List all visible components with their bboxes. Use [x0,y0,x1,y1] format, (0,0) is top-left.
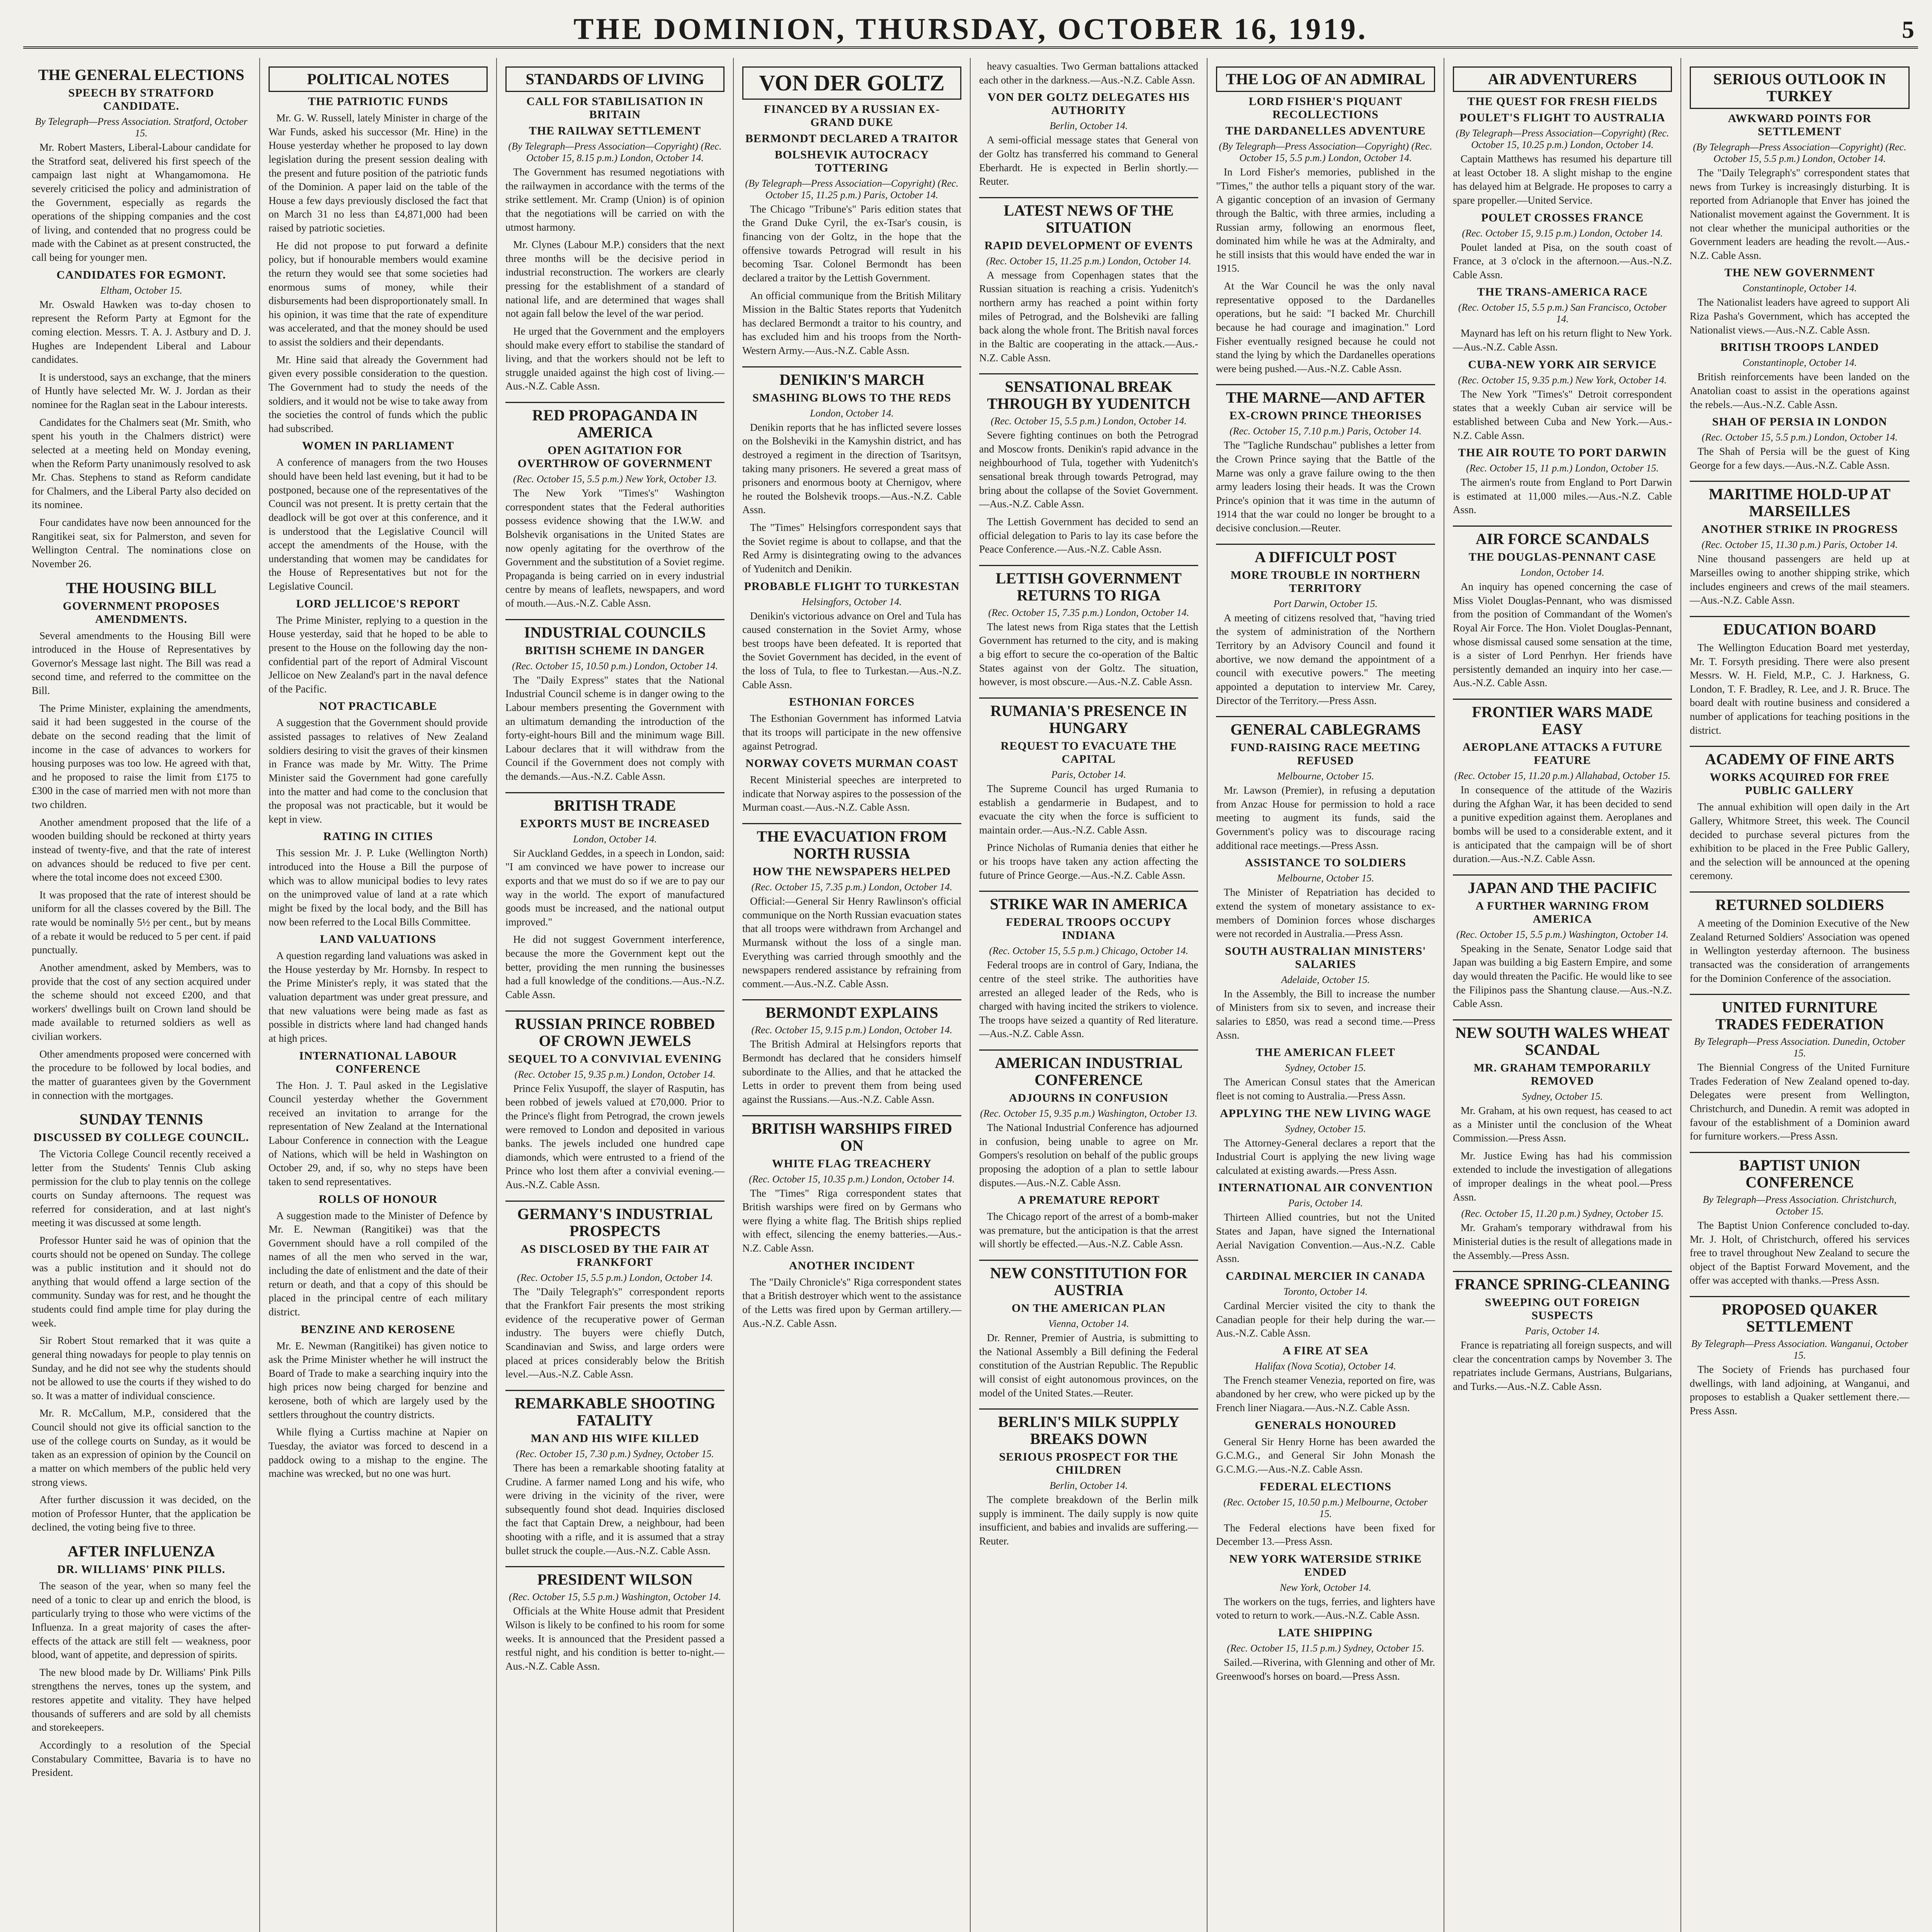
article-paragraph: At the War Council he was the only naval representative opposed to the Dardanelles operations, but he said: "I backed Mr. Churchill because he had courage and imagination." Lord Fisher eventually resigned because he could not stand the lying by which the Dardanelles operations were being pushed.—Aus.-N.Z. Cable Assn. [1216,280,1435,374]
subheadline: THE PATRIOTIC FUNDS [308,95,448,108]
subheadline: THE NEW GOVERNMENT [1724,266,1875,279]
dateline: (Rec. October 15, 11.30 p.m.) Paris, October 14. [1701,539,1898,551]
article-paragraph: Mr. Graham's temporary withdrawal from his Ministerial duties is the result of allegations made in the Assembly.—Press Assn. [1453,1222,1672,1261]
headline: GERMANY'S INDUSTRIAL PROSPECTS [505,1201,724,1240]
article-paragraph: A semi-official message states that General von der Goltz has transferred his command to General Eberhardt. He is expected in Berlin shortly.—Reuter. [979,134,1198,187]
headline: AIR FORCE SCANDALS [1453,526,1672,548]
article-paragraph: The Victoria College Council recently received a letter from the Students' Tennis Club asking permission for the club to play tennis on the college courts on Sunday afternoons. The request was referred for consideration, and at last night's meeting it was discussed at some length. [32,1148,251,1229]
headline: LATEST NEWS OF THE SITUATION [979,197,1198,236]
headline: REMARKABLE SHOOTING FATALITY [505,1390,724,1429]
masthead [23,12,1918,49]
subheadline: SOUTH AUSTRALIAN MINISTERS' SALARIES [1225,944,1426,971]
article-paragraph: France is repatriating all foreign suspects, and will clear the concentration camps by November 3. The repatriates include Germans, Austrians, Bulgarians, and Turks.—Aus.-N.Z. Cable Assn. [1453,1339,1672,1392]
dateline: Halifax (Nova Scotia), October 14. [1255,1360,1396,1372]
headline: SENSATIONAL BREAK THROUGH BY YUDENITCH [979,373,1198,412]
article-paragraph: Mr. Lawson (Premier), in refusing a deputation from Anzac House for permission to hold a race meeting to augment its funds, said the Government's policy was to discourage racing additional race meetings.—Press Assn. [1216,784,1435,851]
subheadline: DR. WILLIAMS' PINK PILLS. [57,1563,226,1576]
article-paragraph: The Shah of Persia will be the guest of King George for a few days.—Aus.-N.Z. Cable Assn. [1690,446,1910,471]
article-paragraph: Another amendment, asked by Members, was to provide that the cost of any section acquired under the scheme should not exceed £200, and that workers' dwellings built on Crown land should be made available to returned soldiers as well as civilian workers. [32,961,251,1042]
dateline: London, October 14. [1520,567,1604,578]
article-paragraph: He urged that the Government and the employers should make every effort to stabilise the standard of living, and that the workers should not be left to struggle unaided against the high cost of living.—Aus.-N.Z. Cable Assn. [505,325,724,392]
headline: RUMANIA'S PRESENCE IN HUNGARY [979,697,1198,736]
article-paragraph: A meeting of citizens resolved that, "having tried the system of administration of the Northern Territory by an Advisory Council and found it abortive, we now demand the appointment of a council with executive powers." The meeting appointed a deputation to interview Mr. Carey, Director of the Territory.—Press Assn. [1216,612,1435,706]
headline: STRIKE WAR IN AMERICA [979,891,1198,913]
headline: SERIOUS OUTLOOK IN TURKEY [1690,66,1910,109]
headline: LETTISH GOVERNMENT RETURNS TO RIGA [979,565,1198,604]
subheadline: POULET'S FLIGHT TO AUSTRALIA [1459,111,1665,124]
article-paragraph: While flying a Curtiss machine at Napier on Tuesday, the aviator was forced to descend in a paddock owing to a mishap to the engine. The machine was wrecked, but no one was hurt. [269,1426,488,1480]
article-paragraph: Sir Robert Stout remarked that it was quite a general thing nowadays for people to play tennis on Sunday, and he did not see why the students should not be allowed to use the courts if they wished to do so. It was a matter of individual conscience. [32,1335,251,1401]
page-number: 5 [1902,16,1914,43]
article-paragraph: The Lettish Government has decided to send an official delegation to Paris to lay its case before the Peace Conference.—Aus.-N.Z. Cable Assn. [979,515,1198,555]
dateline: (Rec. October 15, 7.35 p.m.) London, October 14. [988,607,1189,618]
subheadline: BRITISH SCHEME IN DANGER [525,644,705,657]
article-paragraph: The annual exhibition will open daily in the Art Gallery, Whitmore Street, this week. The Council decided to purchase several pictures from the exhibition to be placed in the Free Public Gallery, and the selection will be announced at the opening ceremony. [1690,801,1910,882]
article-paragraph: It was proposed that the rate of interest should be uniform for all the classes covered by the Bill. The rate would be nominally 5½ per cent., but by means of a rebate it would be reduced to 5 per cent. if paid punctually. [32,889,251,956]
subheadline: THE DOUGLAS-PENNANT CASE [1468,551,1656,563]
article-paragraph: It is understood, says an exchange, that the miners of Huntly have selected Mr. W. J. Jordan as their nominee for the Raglan seat in the Labour interests. [32,371,251,410]
headline: RED PROPAGANDA IN AMERICA [505,402,724,441]
article-paragraph: Mr. E. Newman (Rangitikei) has given notice to ask the Prime Minister whether he will instruct the Board of Trade to make a searching inquiry into the high prices now being charged for benzine and kerosene, both of which are largely used by the settlers throughout the country districts. [269,1340,488,1420]
subheadline: INTERNATIONAL AIR CONVENTION [1218,1181,1433,1194]
subheadline: DISCUSSED BY COLLEGE COUNCIL. [33,1131,249,1144]
article-paragraph: The Biennial Congress of the United Furniture Trades Federation of New Zealand opened to-day. Delegates were present from Wellington, Christchurch, and Dunedin. A remit was adopted in favour of the establishment of a Dominion award for furniture workers.—Press Assn. [1690,1061,1910,1142]
headline: THE GENERAL ELECTIONS [38,66,245,83]
subheadline: FINANCED BY A RUSSIAN EX-GRAND DUKE [764,102,940,129]
subheadline: A PREMATURE REPORT [1017,1194,1160,1207]
article-paragraph: Denikin reports that he has inflicted severe losses on the Bolsheviki in the Kamyshin district, and has destroyed a regiment in the direction of Tsaritsyn, taking many prisoners. He severed a great mass of prisoners and enormous booty at Chernigov, where he routed the Bolshevik troops.—Aus.-N.Z. Cable Assn. [742,421,961,516]
article-paragraph: The New York "Times's" Washington correspondent states that the Federal authorities possess evidence showing that the I.W.W. and Bolshevik organisations in the United States are now openly agitating for the overthrow of the Government and the substitution of a Soviet regime. Propaganda is being carried on in every industrial centre by means of leaflets, newspapers, and word of mouth.—Aus.-N.Z. Cable Assn. [505,487,724,609]
article-paragraph: The "Tagliche Rundschau" publishes a letter from the Crown Prince saying that the Battle of the Marne was only a grave failure owing to the then army leaders losing their heads. It was the Crown Prince's opinion that it was time in the autumn of 1914 that the war could no longer be brought to a decisive conclusion.—Reuter. [1216,439,1435,534]
dateline: (Rec. October 15, 9.15 p.m.) London, October 14. [1462,227,1663,239]
column-8 [1681,58,1918,1932]
article-paragraph: Four candidates have now been announced for the Rangitikei seat, six for Palmerston, and seven for Wellington Central. The nominations close on November 26. [32,517,251,570]
headline: GENERAL CABLEGRAMS [1216,716,1435,738]
subheadline: FEDERAL ELECTIONS [1259,1480,1392,1493]
article-paragraph: The Minister of Repatriation has decided to extend the system of monetary assistance to ex-members of Dominion forces whose discharges were not recorded in Australia.—Press Assn. [1216,886,1435,940]
dateline: New York, October 14. [1280,1582,1371,1593]
dateline: By Telegraph—Press Association. Wanganui, October 15. [1691,1338,1908,1361]
article-paragraph: Prince Felix Yusupoff, the slayer of Rasputin, has been robbed of jewels valued at £70,000. Prior to the Prince's flight from Petrograd, the crown jewels were removed to London and deposited in various banks. The jewels included one hundred cape diamonds, which were entrusted to a friend of the Prince who lost them after a convivial evening.—Aus.-N.Z. Cable Assn. [505,1082,724,1190]
dateline: By Telegraph—Press Association. Christchurch, October 15. [1702,1194,1897,1217]
subheadline: LATE SHIPPING [1278,1626,1373,1639]
headline: POLITICAL NOTES [269,66,488,92]
headline: PRESIDENT WILSON [505,1566,724,1588]
column-1 [23,58,260,1932]
subheadline: MORE TROUBLE IN NORTHERN TERRITORY [1230,568,1421,595]
subheadline: A FURTHER WARNING FROM AMERICA [1475,899,1650,925]
dateline: (Rec. October 15, 5.5 p.m.) Washington, October 14. [509,1591,721,1603]
article-paragraph: Several amendments to the Housing Bill were introduced in the House of Representatives by Governor's Message last night. The Bill was read a second time, and referred to the committee on the Bill. [32,629,251,696]
subheadline: AWKWARD POINTS FOR SETTLEMENT [1728,112,1872,138]
headline: THE MARNE—AND AFTER [1216,384,1435,406]
article-paragraph: The season of the year, when so many feel the need of a tonic to clear up and enrich the blood, is particularly trying to those who were victims of the Influenza. In a great majority of cases the after-effects of the attack are still felt — weakness, poor blood, want of appetite, and depression of spirits. [32,1580,251,1661]
subheadline: SWEEPING OUT FOREIGN SUSPECTS [1485,1296,1640,1322]
article-paragraph: The Attorney-General declares a report that the Industrial Court is applying the new living wage calculated at existing awards.—Press Assn. [1216,1137,1435,1176]
article-paragraph: He did not propose to put forward a definite policy, but if honourable members would examine the return they would see that some societies had enormous sums of money, while their disbursements had been disproportionately small. In his opinion, it was time that the rate of expenditure was accelerated, and that the money should be used to assist the soldiers and their dependants. [269,240,488,348]
headline: DENIKIN'S MARCH [742,366,961,388]
headline: BERLIN'S MILK SUPPLY BREAKS DOWN [979,1408,1198,1447]
article-paragraph: Other amendments proposed were concerned with the procedure to be followed by local bodies, and the matter of guarantees given by the Government in connection with the mortgages. [32,1048,251,1101]
article-paragraph: Thirteen Allied countries, but not the United States and Japan, have signed the International Aerial Navigation Convention.—Aus.-N.Z. Cable Assn. [1216,1211,1435,1265]
headline: JAPAN AND THE PACIFIC [1453,874,1672,896]
dateline: Vienna, October 14. [1048,1318,1129,1329]
subheadline: ANOTHER INCIDENT [789,1259,915,1272]
column-3 [497,58,734,1932]
dateline: (Rec. October 15, 9.35 p.m.) New York, October 14. [1458,374,1667,386]
article-paragraph: Mr. Oswald Hawken was to-day chosen to represent the Reform Party at Egmont for the coming election. Messrs. T. A. J. Astbury and D. J. Hughes are Independent Liberal and Labour candidates. [32,298,251,366]
subheadline: GOVERNMENT PROPOSES AMENDMENTS. [63,599,220,626]
subheadline: BERMONDT DECLARED A TRAITOR [745,132,959,145]
article-paragraph: The National Industrial Conference has adjourned in confusion, being unable to agree on Mr. Gompers's resolution on behalf of the public groups proposing the adoption of a plan to settle labour disputes.—Aus.-N.Z. Cable Assn. [979,1122,1198,1189]
column-6 [1208,58,1444,1932]
subheadline: WORKS ACQUIRED FOR FREE PUBLIC GALLERY [1709,771,1890,797]
article-paragraph: The Esthonian Government has informed Latvia that its troops will participate in the new offensive against Petrograd. [742,713,961,752]
dateline: By Telegraph—Press Association. Stratford, October 15. [35,116,248,139]
subheadline: SHAH OF PERSIA IN LONDON [1712,415,1887,429]
dateline: Paris, October 14. [1288,1197,1363,1209]
subheadline: CARDINAL MERCIER IN CANADA [1226,1269,1425,1282]
headline: RUSSIAN PRINCE ROBBED OF CROWN JEWELS [505,1010,724,1049]
subheadline: CALL FOR STABILISATION IN BRITAIN [526,95,704,121]
dateline: London, October 14. [573,833,657,845]
subheadline: EX-CROWN PRINCE THEORISES [1229,409,1422,422]
article-paragraph: A suggestion made to the Minister of Defence by Mr. E. Newman (Rangitikei) was that the Government should have a roll compiled of the names of all the men who served in the war, including the date of enlistment and the date of their return or death, and that a copy of this should be placed in the principal centre of each military district. [269,1209,488,1318]
dateline: (Rec. October 15, 5.5 p.m.) New York, October 13. [513,473,717,485]
article-paragraph: In consequence of the attitude of the Waziris during the Afghan War, it has been decided to send a punitive expedition against them. Aeroplanes and bombs will be used to a considerable extent, and it is anticipated that the campaign will be of short duration.—Aus.-N.Z. Cable Assn. [1453,784,1672,865]
dateline: Adelaide, October 15. [1281,974,1370,985]
headline: VON DER GOLTZ [742,66,961,100]
dateline: Port Darwin, October 15. [1273,598,1378,609]
article-paragraph: The Government has resumed negotiations with the railwaymen in accordance with the terms of the strike settlement. Mr. Cramp (Union) is of opinion that the negotiations will be carried on with the utmost harmony. [505,166,724,233]
subheadline: THE DARDANELLES ADVENTURE [1225,124,1426,137]
article-paragraph: heavy casualties. Two German battalions attacked each other in the darkness.—Aus.-N.Z. Cable Assn. [979,60,1198,86]
article-paragraph: British reinforcements have been landed on the Anatolian coast to assist in the operations against the rebels.—Aus.-N.Z. Cable Assn. [1690,371,1910,410]
article-paragraph: Mr. Clynes (Labour M.P.) considers that the next three months will be the decisive period in industrial reconstruction. The workers are clearly pressing for the establishment of a standard of national life, and are determined that wages shall not again fall below the level of the war period. [505,239,724,320]
headline: BRITISH TRADE [505,792,724,814]
headline: SUNDAY TENNIS [79,1111,203,1128]
subheadline: BRITISH TROOPS LANDED [1720,341,1879,354]
article-paragraph: The "Times" Riga correspondent states that British warships were fired on by Germans who were flying a white flag. The British ships replied with effect, silencing the enemy batteries.—Aus.-N.Z. Cable Assn. [742,1187,961,1254]
subheadline: WHITE FLAG TREACHERY [772,1157,932,1170]
article-paragraph: Professor Hunter said he was of opinion that the courts should not be opened on Sunday. The college was a public institution and it should not do anything that would offend a large section of the community. Sunday was for rest, and he thought the students could find ample time for play during the week. [32,1234,251,1329]
article-paragraph: After further discussion it was decided, on the motion of Professor Hunter, that the application be declined, the voting being five to three. [32,1494,251,1533]
article-paragraph: Another amendment proposed that the life of a wooden building should be reckoned at thirty years instead of twenty-five, and that the rate of interest on advances should be reduced to five per cent. where the total income does not exceed £300. [32,816,251,883]
article-paragraph: The "Daily Telegraph's" correspondent states that news from Turkey is increasingly disturbing. It is reported from Adrianople that Enver has joined the Nationalist movement against the Government. It is not clear whether the municipal authorities or the Government leaders are heading the revolt.—Aus.-N.Z. Cable Assn. [1690,167,1910,261]
subheadline: SPEECH BY STRATFORD CANDIDATE. [68,87,214,112]
dateline: (Rec. October 15, 10.50 p.m.) London, October 14. [512,660,718,672]
subheadline: NOT PRACTICABLE [319,700,437,713]
headline: THE LOG OF AN ADMIRAL [1216,66,1435,92]
article-paragraph: The airmen's route from England to Port Darwin is estimated at 11,000 miles.—Aus.-N.Z. Cable Assn. [1453,476,1672,516]
subheadline: MAN AND HIS WIFE KILLED [531,1432,699,1445]
article-paragraph: The new blood made by Dr. Williams' Pink Pills strengthens the nerves, tones up the system, and restores appetite and vitality. They have helped thousands of sufferers and are sold by all chemists and storekeepers. [32,1666,251,1733]
dateline: Helsingfors, October 14. [802,596,902,607]
article-paragraph: Mr. R. McCallum, M.P., considered that the Council should not give its official sanction to the use of the college courts on Sunday, as it would be taken as an expression of opinion by the Council on a matter on which members of the public held very strong views. [32,1407,251,1488]
article-paragraph: The Prime Minister, explaining the amendments, said it had been suggested in the course of the debate on the second reading that the limit of income in the case of advances to workers for housing purposes was too low. He agreed with that, and he proposed to raise the limit from £175 to £300 in the case of married men with not more than two children. [32,702,251,810]
subheadline: ASSISTANCE TO SOLDIERS [1245,856,1406,869]
subheadline: EXPORTS MUST BE INCREASED [520,817,710,830]
article-paragraph: The New York "Times's" Detroit correspondent states that a weekly Cuban air service will be established between Cuba and New York.—Aus.-N.Z. Cable Assn. [1453,388,1672,441]
article-paragraph: The Prime Minister, replying to a question in the House yesterday, said that he hoped to be able to present to the House on the following day the non-confidential part of the report of Admiral Viscount Jellicoe on New Zealand's part in the naval defence of the Pacific. [269,614,488,695]
headline: FRONTIER WARS MADE EASY [1453,699,1672,738]
dateline: (Rec. October 15, 5.5 p.m.) Chicago, October 14. [989,945,1189,957]
subheadline: ON THE AMERICAN PLAN [1012,1302,1166,1315]
subheadline: SEQUEL TO A CONVIVIAL EVENING [508,1052,722,1065]
article-paragraph: The "Daily Telegraph's" correspondent reports that the Frankfort Fair presents the most striking evidence of the recuperative power of German industry. The buyers were chiefly Dutch, Scandinavian and Swiss, and large orders were placed at prices considerably below the British level.—Aus.-N.Z. Cable Assn. [505,1286,724,1380]
dateline: (Rec. October 15, 9.35 p.m.) London, October 14. [514,1068,716,1080]
subheadline: LORD JELLICOE'S REPORT [296,597,460,610]
article-paragraph: He did not suggest Government interference, because the more the Government kept out the better, providing the men running the businesses had a full knowledge of the conditions.—Aus.-N.Z. Cable Assn. [505,934,724,1000]
news-columns [23,58,1918,1932]
dateline: (Rec. October 15, 11.20 p.m.) Allahabad, October 15. [1454,770,1671,781]
dateline: Berlin, October 14. [1049,120,1128,132]
subheadline: THE AMERICAN FLEET [1255,1046,1396,1059]
article-paragraph: Speaking in the Senate, Senator Lodge said that Japan was building a big Eastern Empire, and some day would threaten the Pacific. He would like to see the Filipinos pass the Shantung clause.—Aus.-N.Z. Cable Assn. [1453,942,1672,1010]
article-paragraph: An official communique from the British Military Mission in the Baltic States reports that Yudenitch has declared Bermondt a traitor to his country, and has excluded him and his troops from the North-Western Army.—Aus.-N.Z. Cable Assn. [742,289,961,357]
subheadline: REQUEST TO EVACUATE THE CAPITAL [1000,739,1177,765]
headline: BERMONDT EXPLAINS [742,999,961,1021]
article-paragraph: Prince Nicholas of Rumania denies that either he or his troops have taken any action affecting the future of Prince George.—Aus.-N.Z. Cable Assn. [979,842,1198,881]
article-paragraph: Poulet landed at Pisa, on the south coast of France, at 3 o'clock in the afternoon.—Aus.-N.Z. Cable Assn. [1453,241,1672,281]
dateline: Constantinople, October 14. [1742,357,1857,369]
article-paragraph: A suggestion that the Government should provide assisted passages to relatives of New Zealand soldiers desiring to visit the graves of their kinsmen in France was made by Mr. Witty. The Prime Minister said the Government had gone carefully into the matter and had come to the conclusion that the proposal was not practicable, but it would be kept in view. [269,717,488,825]
subheadline: VON DER GOLTZ DELEGATES HIS AUTHORITY [987,91,1190,117]
headline: BAPTIST UNION CONFERENCE [1690,1152,1910,1191]
headline: AFTER INFLUENZA [67,1543,215,1560]
article-paragraph: The "Daily Chronicle's" Riga correspondent states that a British destroyer which went to the assistance of the Letts was fired upon by German artillery.—Aus.-N.Z. Cable Assn. [742,1276,961,1329]
subheadline: OPEN AGITATION FOR OVERTHROW OF GOVERNMENT [517,444,713,470]
article-paragraph: Severe fighting continues on both the Petrograd and Moscow fronts. Denikin's rapid advance in the neighbourhood of Tula, together with Yudenitch's sensational break through towards Petrograd, may bring about the collapse of the Soviet Government.—Aus.-N.Z. Cable Assn. [979,429,1198,510]
article-paragraph: A meeting of the Dominion Executive of the New Zealand Returned Soldiers' Association was opened in Wellington yesterday afternoon. The business transacted was the consideration of arrangements for the Dominion Conference of the association. [1690,917,1910,984]
dateline: (By Telegraph—Press Association—Copyright) (Rec. October 15, 5.5 p.m.) London, October 14. [1693,141,1906,164]
dateline: (Rec. October 15, 9.35 p.m.) Washington, October 13. [980,1108,1197,1119]
dateline: (Rec. October 15, 7.10 p.m.) Paris, October 14. [1230,425,1422,437]
headline: PROPOSED QUAKER SETTLEMENT [1690,1296,1910,1335]
dateline: Sydney, October 15. [1522,1090,1603,1102]
dateline: London, October 14. [810,407,894,419]
subheadline: NORWAY COVETS MURMAN COAST [745,757,958,770]
article-paragraph: This session Mr. J. P. Luke (Wellington North) introduced into the House a Bill the purpose of which was to allow municipal bodies to levy rates on the unimproved value of land at a rate which might be fixed by the local body, and the Bill has now been referred to the Local Bills Committee. [269,847,488,928]
dateline: (Rec. October 15, 5.5 p.m.) Washington, October 14. [1456,929,1669,940]
article-paragraph: The Federal elections have been fixed for December 13.—Press Assn. [1216,1522,1435,1548]
subheadline: CUBA-NEW YORK AIR SERVICE [1468,358,1657,371]
dateline: (Rec. October 15, 5.5 p.m.) London, October 14. [517,1272,713,1283]
subheadline: THE RAILWAY SETTLEMENT [529,124,701,137]
subheadline: A FIRE AT SEA [1282,1344,1369,1357]
dateline: Eltham, October 15. [100,284,182,296]
article-paragraph: A conference of managers from the two Houses should have been held last evening, but it had to be postponed, because one of the representatives of the Council was not present. It is pretty certain that the deadlock will be got over at this conference, and it is understood that the Legislative Council will accept the amendments of the House, with the understanding that women may be candidates for the House of Representatives but not for the Legislative Council. [269,456,488,592]
subheadline: SMASHING BLOWS TO THE REDS [752,391,951,404]
dateline: (Rec. October 15, 7.35 p.m.) London, October 14. [751,881,952,893]
dateline: (By Telegraph—Press Association—Copyright) (Rec. October 15, 11.25 p.m.) Paris, October 14. [745,177,959,201]
dateline: (Rec. October 15, 10.50 p.m.) Melbourne, October 15. [1223,1496,1428,1519]
dateline: Melbourne, October 15. [1277,770,1374,782]
article-paragraph: Recent Ministerial speeches are interpreted to indicate that Norway aspires to the possession of the Murman coast.—Aus.-N.Z. Cable Assn. [742,774,961,813]
dateline: (Rec. October 15, 11 p.m.) London, October 15. [1466,463,1659,474]
article-paragraph: The Chicago report of the arrest of a bomb-maker was premature, but the anticipation is that the arrest will shortly be effected.—Aus.-N.Z. Cable Assn. [979,1211,1198,1250]
subheadline: GENERALS HONOURED [1255,1418,1396,1432]
subheadline: POULET CROSSES FRANCE [1481,211,1644,224]
subheadline: HOW THE NEWSPAPERS HELPED [753,865,951,878]
column-4 [734,58,971,1932]
article-paragraph: Denikin's victorious advance on Orel and Tula has caused consternation in the Soviet Army, whose best troops have been defeated. It is reported that the Soviet Government has decided, in the event of the loss of Tula, to flee to Turkestan.—Aus.-N.Z. Cable Assn. [742,610,961,690]
dateline: (Rec. October 15, 9.15 p.m.) London, October 14. [751,1024,952,1036]
subheadline: RAPID DEVELOPMENT OF EVENTS [984,239,1193,252]
dateline: (Rec. October 15, 11.5 p.m.) Sydney, October 15. [1227,1643,1424,1654]
article-paragraph: The British Admiral at Helsingfors reports that Bermondt has declared that he considers himself subordinate to the Allies, and that he attacked the Letts in order to prevent them from being used against the Russians.—Aus.-N.Z. Cable Assn. [742,1038,961,1105]
article-paragraph: Mr. Robert Masters, Liberal-Labour candidate for the Stratford seat, delivered his first speech of the campaign last night at Whangamomona. He severely criticised the policy and administration of the Government, especially as regards the operations of the shipping companies and the cost of living, and contended that no progress could be made with the Cabinet as at present constructed, the call being for younger men. [32,141,251,263]
column-5 [971,58,1208,1932]
headline: A DIFFICULT POST [1216,544,1435,566]
dateline: Sydney, October 15. [1285,1123,1366,1134]
subheadline: NEW YORK WATERSIDE STRIKE ENDED [1229,1552,1422,1578]
headline: THE EVACUATION FROM NORTH RUSSIA [742,823,961,862]
dateline: Paris, October 14. [1051,769,1126,780]
article-paragraph: Federal troops are in control of Gary, Indiana, the centre of the steel strike. The authorities have arrested an alleged leader of the Reds, who is charged with having incited the strikers to violence. The troops have seized a quantity of Red literature.—Aus.-N.Z. Cable Assn. [979,959,1198,1040]
headline: THE HOUSING BILL [66,579,216,597]
article-paragraph: Accordingly to a resolution of the Special Constabulary Committee, Bavaria is to have no President. [32,1739,251,1779]
headline: RETURNED SOLDIERS [1690,891,1910,913]
subheadline: PROBABLE FLIGHT TO TURKESTAN [744,580,960,593]
subheadline: APPLYING THE NEW LIVING WAGE [1219,1107,1432,1120]
subheadline: ADJOURNS IN CONFUSION [1009,1092,1168,1104]
masthead-title: THE DOMINION, THURSDAY, OCTOBER 16, 1919. [573,12,1368,46]
subheadline: FUND-RAISING RACE MEETING REFUSED [1230,741,1421,767]
article-paragraph: The Society of Friends has purchased four dwellings, with land adjoining, at Wanganui, and proposes to establish a Quaker settlement there.—Press Assn. [1690,1364,1910,1417]
article-paragraph: The Wellington Education Board met yesterday, Mr. T. Forsyth presiding. There were also present Messrs. W. H. Field, M.P., C. J. Harkness, G. London, T. F. Bradley, R. Lee, and J. R. Bruce. The board dealt with routine business and considered a number of applications for teaching positions in the district. [1690,641,1910,736]
headline: NEW CONSTITUTION FOR AUSTRIA [979,1260,1198,1299]
dateline: (Rec. October 15, 5.5 p.m.) London, October 14. [991,415,1187,427]
subheadline: FEDERAL TROOPS OCCUPY INDIANA [1006,916,1172,942]
headline: STANDARDS OF LIVING [505,66,724,92]
article-paragraph: Maynard has left on his return flight to New York.—Aus.-N.Z. Cable Assn. [1453,327,1672,353]
subheadline: THE TRANS-AMERICA RACE [1477,286,1648,299]
dateline: (Rec. October 15, 11.20 p.m.) Sydney, October 15. [1461,1208,1664,1219]
dateline: (Rec. October 15, 7.30 p.m.) Sydney, October 15. [516,1448,714,1459]
column-7 [1444,58,1681,1932]
article-paragraph: Sir Auckland Geddes, in a speech in London, said: "I am convinced we have power to increase our exports and that we must do so if we are to pay our way in the world. The export of manufactured goods must be increased, and the national output improved." [505,847,724,928]
dateline: (By Telegraph—Press Association—Copyright) (Rec. October 15, 10.25 p.m.) London, October 14. [1456,128,1669,150]
headline: AIR ADVENTURERS [1453,66,1672,92]
headline: UNITED FURNITURE TRADES FEDERATION [1690,994,1910,1033]
subheadline: WOMEN IN PARLIAMENT [302,439,454,452]
article-paragraph: Mr. G. W. Russell, lately Minister in charge of the War Funds, asked his successor (Mr. Hine) in the House yesterday whether he proposed to lay down legislation during the present session dealing with the present and future position of the patriotic funds of the Dominion. A paper laid on the table of the House a few days previously disclosed the fact that on March 31 no less than £4,871,000 had been raised by patriotic societies. [269,112,488,234]
subheadline: RATING IN CITIES [323,830,433,843]
subheadline: AS DISCLOSED BY THE FAIR AT FRANKFORT [520,1242,709,1269]
dateline: (Rec. October 15, 11.25 p.m.) London, October 14. [986,255,1191,267]
dateline: Constantinople, October 14. [1742,282,1857,294]
article-paragraph: General Sir Henry Horne has been awarded the G.C.M.G., and General Sir John Monash the G.C.M.G.—Aus.-N.Z. Cable Assn. [1216,1435,1435,1475]
subheadline: ROLLS OF HONOUR [318,1192,438,1206]
subheadline: LAND VALUATIONS [320,933,436,946]
article-paragraph: Mr. Graham, at his own request, has ceased to act as a Minister until the conclusion of the Wheat Commission.—Press Assn. [1453,1104,1672,1144]
article-paragraph: The Hon. J. T. Paul asked in the Legislative Council yesterday whether the Government received an invitation to arrange for the representation of New Zealand at the International Labour Conference in connection with the League of Nations, which will be held in Washington on October 29, and, if so, why no steps have been taken to send representatives. [269,1079,488,1187]
article-paragraph: A question regarding land valuations was asked in the House yesterday by Mr. Hornsby. In respect to the Prime Minister's reply, it was stated that the valuation department was under great pressure, and that new valuations were being made as fast as possible in districts where land had changed hands at high prices. [269,950,488,1044]
column-2 [260,58,497,1932]
article-paragraph: Candidates for the Chalmers seat (Mr. Smith, who spent his youth in the Chalmers district) were selected at a meeting held on Monday evening, when the Reform Party unanimously resolved to ask Mr. Chas. Stephens to stand as Reform candidate for Chalmers, and the Liberal Party also decided on its nominee. [32,416,251,511]
article-paragraph: In Lord Fisher's memories, published in the "Times," the author tells a piquant story of the war. A gigantic conception of an invasion of Germany through the Baltic, with three armies, including a Russian army, following an enormous fleet, dominated him while he was at the Admiralty, and he still insists that this would have ended the war in 1915. [1216,166,1435,274]
headline: BRITISH WARSHIPS FIRED ON [742,1115,961,1154]
subheadline: LORD FISHER'S PIQUANT RECOLLECTIONS [1248,95,1403,121]
article-paragraph: Nine thousand passengers are held up at Marseilles owing to another shipping strike, which includes engineers and crews of the mail steamers.—Aus.-N.Z. Cable Assn. [1690,553,1910,606]
dateline: (Rec. October 15, 10.35 p.m.) London, October 14. [749,1173,955,1185]
article-paragraph: Dr. Renner, Premier of Austria, is submitting to the National Assembly a Bill defining the Federal constitution of the Austrian Republic. The Republic will consist of eight autonomous provinces, on the model of the United States.—Reuter. [979,1332,1198,1399]
article-paragraph: The Supreme Council has urged Rumania to establish a gendarmerie in Budapest, and to evacuate the city when the force is sufficient to maintain order.—Aus.-N.Z. Cable Assn. [979,782,1198,836]
dateline: By Telegraph—Press Association. Dunedin, October 15. [1694,1036,1905,1059]
article-paragraph: Mr. Hine said that already the Government had given every possible consideration to the question. The Government had to study the needs of the soldiers, and it would not be wise to take away from the societies the control of funds which the public had subscribed. [269,354,488,434]
article-paragraph: The complete breakdown of the Berlin milk supply is imminent. The daily supply is now quite insufficient, and babies and invalids are suffering.—Reuter. [979,1494,1198,1547]
article-paragraph: Mr. Justice Ewing has had his commission extended to include the investigation of allegations of improper dealings in the wheat pool.—Press Assn. [1453,1150,1672,1203]
article-paragraph: The latest news from Riga states that the Lettish Government has returned to the city, and is making a big effort to secure the co-operation of the Baltic States against von der Goltz. The situation, however, is most obscure.—Aus.-N.Z. Cable Assn. [979,621,1198,688]
headline: ACADEMY OF FINE ARTS [1690,746,1910,768]
headline: EDUCATION BOARD [1690,616,1910,638]
subheadline: THE AIR ROUTE TO PORT DARWIN [1458,446,1667,459]
article-paragraph: The Baptist Union Conference concluded to-day. Mr. J. Holt, of Christchurch, offered his services free to travel throughout New Zealand to secure the object of the Baptist Forward Movement, and the offer was accepted with thanks.—Press Assn. [1690,1219,1910,1286]
article-paragraph: The French steamer Venezia, reported on fire, was abandoned by her crew, who were picked up by the French liner Niagara.—Aus.-N.Z. Cable Assn. [1216,1374,1435,1413]
headline: FRANCE SPRING-CLEANING [1453,1271,1672,1293]
headline: NEW SOUTH WALES WHEAT SCANDAL [1453,1019,1672,1058]
subheadline: INTERNATIONAL LABOUR CONFERENCE [299,1049,457,1075]
subheadline: ESTHONIAN FORCES [789,696,915,709]
subheadline: ANOTHER STRIKE IN PROGRESS [1701,523,1898,536]
subheadline: AEROPLANE ATTACKS A FUTURE FEATURE [1462,741,1663,767]
article-paragraph: The Nationalist leaders have agreed to support Ali Riza Pasha's Government, which has accepted the Nationalist views.—Aus.-N.Z. Cable Assn. [1690,296,1910,336]
headline: MARITIME HOLD-UP AT MARSEILLES [1690,481,1910,520]
article-paragraph: Official:—General Sir Henry Rawlinson's official communique on the North Russian evacuation states that all troops were withdrawn from Archangel and Murmansk without the loss of a single man. Everything was carried through smoothly and the newspapers rendered assistance by refraining from comment.—Aus.-N.Z. Cable Assn. [742,895,961,990]
dateline: (Rec. October 15, 5.5 p.m.) San Francisco, October 14. [1458,302,1667,325]
subheadline: CANDIDATES FOR EGMONT. [56,268,226,281]
article-paragraph: An inquiry has opened concerning the case of Miss Violet Douglas-Pennant, who was dismissed from the position of Commandant of the Women's Royal Air Force. The Hon. Violet Douglas-Pennant, whose dismissal caused some sensation at the time, is a sister of Lord Penrhyn. Her friends have persistently demanded an inquiry into her case.—Aus.-N.Z. Cable Assn. [1453,581,1672,689]
subheadline: BOLSHEVIK AUTOCRACY TOTTERING [774,148,929,174]
article-paragraph: In the Assembly, the Bill to increase the number of Ministers from six to seven, and increase their salaries to £850, was read a second time.—Press Assn. [1216,988,1435,1041]
article-paragraph: Sailed.—Riverina, with Glenning and other of Mr. Greenwood's horses on board.—Press Assn. [1216,1656,1435,1682]
subheadline: BENZINE AND KEROSENE [301,1323,456,1336]
article-paragraph: Captain Matthews has resumed his departure till at least October 18. A slight mishap to the engine has delayed him at Belgrade. He proposes to carry a spare propeller.—United Service. [1453,153,1672,206]
article-paragraph: The American Consul states that the American fleet is not coming to Australia.—Press Assn. [1216,1076,1435,1102]
article-paragraph: Officials at the White House admit that President Wilson is likely to be confined to his room for some weeks. It is announced that the President passed a restful night, and his condition is better to-night.—Aus.-N.Z. Cable Assn. [505,1605,724,1672]
headline: INDUSTRIAL COUNCILS [505,619,724,641]
dateline: Paris, October 14. [1525,1325,1600,1337]
dateline: Sydney, October 15. [1285,1062,1366,1074]
dateline: (By Telegraph—Press Association—Copyright) (Rec. October 15, 5.5 p.m.) London, October 14. [1219,141,1432,163]
subheadline: MR. GRAHAM TEMPORARILY REMOVED [1473,1061,1651,1087]
article-paragraph: The workers on the tugs, ferries, and lighters have voted to return to work.—Aus.-N.Z. Cable Assn. [1216,1595,1435,1621]
article-paragraph: The Chicago "Tribune's" Paris edition states that the Grand Duke Cyril, the ex-Tsar's cousin, is financing von der Goltz, in the hope that the offensive towards Petrograd will result in his becoming Tsar. Colonel Bermondt has been declared a traitor by the Lettish Government. [742,203,961,284]
headline: AMERICAN INDUSTRIAL CONFERENCE [979,1049,1198,1088]
article-paragraph: There has been a remarkable shooting fatality at Crudine. A farmer named Long and his wife, who were driving in the vicinity of the river, were subsequently found shot dead. Inquiries disclosed the fact that Captain Drew, a neighbour, had been shooting with a rifle, and it is assumed that a stray bullet struck the couple.—Aus.-N.Z. Cable Assn. [505,1462,724,1556]
subheadline: SERIOUS PROSPECT FOR THE CHILDREN [999,1451,1179,1477]
dateline: (By Telegraph—Press Association—Copyright) (Rec. October 15, 8.15 p.m.) London, October 14. [508,141,722,163]
dateline: (Rec. October 15, 5.5 p.m.) London, October 14. [1702,432,1898,443]
subheadline: THE QUEST FOR FRESH FIELDS [1467,95,1658,108]
article-paragraph: The "Times" Helsingfors correspondent says that the Soviet regime is about to collapse, and that the Red Army is disintegrating owing to the advances of Yudenitch and Denikin. [742,522,961,575]
dateline: Melbourne, October 15. [1277,872,1374,884]
article-paragraph: The "Daily Express" states that the National Industrial Council scheme is in danger owing to the Labour members presenting the Government with an ultimatum demanding the introduction of the forty-eight-hours Bill and the minimum wage Bill. Labour declares that it will withdraw from the Council if the Government does not comply with the demands.—Aus.-N.Z. Cable Assn. [505,674,724,782]
article-paragraph: A message from Copenhagen states that the Russian situation is reaching a crisis. Yudenitch's northern army has reached a point within forty miles of Petrograd, and the Bolsheviki are falling back along the whole front. The British naval forces in the Baltic are cooperating in the attack.—Aus.-N.Z. Cable Assn. [979,269,1198,364]
dateline: Toronto, October 14. [1283,1286,1368,1297]
dateline: Berlin, October 14. [1049,1480,1128,1492]
article-paragraph: Cardinal Mercier visited the city to thank the Canadian people for their help during the war.—Aus.-N.Z. Cable Assn. [1216,1299,1435,1339]
